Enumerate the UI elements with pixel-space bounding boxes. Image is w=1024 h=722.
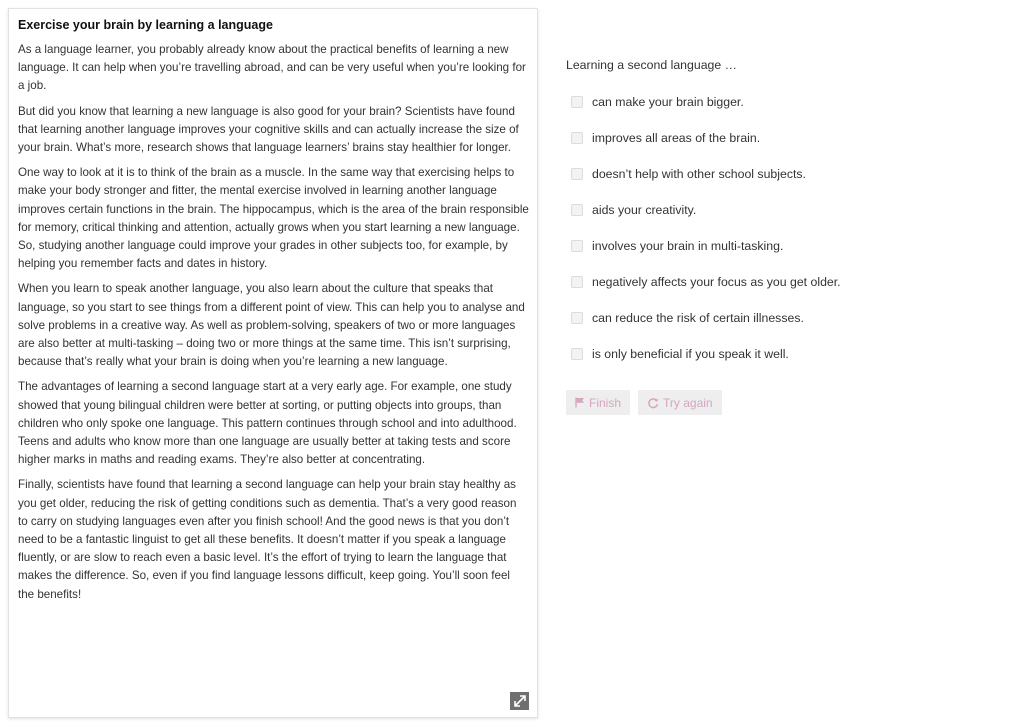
option-checkbox[interactable]	[571, 204, 583, 216]
option-label: involves your brain in multi-tasking.	[592, 239, 784, 253]
option-checkbox[interactable]	[571, 96, 583, 108]
option-label: can reduce the risk of certain illnesses.	[592, 311, 804, 325]
quiz-panel	[566, 58, 1006, 415]
quiz-option[interactable]	[566, 129, 1006, 147]
expand-button[interactable]	[510, 692, 529, 710]
option-label: can make your brain bigger.	[592, 95, 744, 109]
quiz-option[interactable]	[566, 345, 1006, 363]
expand-icon	[514, 695, 526, 707]
try-again-label: Try again	[663, 395, 713, 410]
reading-paragraph: The advantages of learning a second language start at a very early age. For example, one study showed that young bilingual children were better at sorting, or putting objects into groups, than children who only spoke one language. This pattern continues through school and into adulthood. Teens and adults who know more than one language are usually better at taking tests and score higher marks in maths and reading exams. They’re also better at concentrating.	[18, 380, 517, 467]
option-label: doesn’t help with other school subjects.	[592, 167, 806, 181]
reading-paragraph: But did you know that learning a new language is also good for your brain? Scientists have found that learning another language improves your cognitive skills and can actually increase the size of your brain. What’s more, research shows that language learners’ brains stay healthier for longer.	[18, 104, 519, 155]
option-checkbox[interactable]	[571, 168, 583, 180]
option-checkbox[interactable]	[571, 312, 583, 324]
option-label: aids your creativity.	[592, 203, 697, 217]
option-checkbox[interactable]	[571, 240, 583, 252]
reading-paragraph: As a language learner, you probably already know about the practical benefits of learning a new language. It can help when you’re travelling abroad, and can be very useful when you’re looking for a job.	[18, 43, 526, 93]
quiz-prompt: Learning a second language …	[566, 58, 737, 72]
try-again-button[interactable]	[638, 390, 722, 415]
reading-title: Exercise your brain by learning a language	[18, 18, 273, 32]
option-label: improves all areas of the brain.	[592, 131, 761, 145]
option-label: negatively affects your focus as you get older.	[592, 275, 841, 289]
quiz-option[interactable]	[566, 93, 1006, 111]
option-checkbox[interactable]	[571, 132, 583, 144]
reading-paragraph: One way to look at it is to think of the brain as a muscle. In the same way that exercising helps to make your body stronger and fitter, the mental exercise involved in learning another language improves certain functions in the brain. The hippocampus, which is the area of the brain responsible for memory, critical thinking and attention, actually grows when you start learning a new language. So, studying another language could improve your grades in other subjects too, for example, by helping you remember facts and dates in history.	[18, 166, 529, 271]
reading-paragraph: When you learn to speak another language, you also learn about the culture that speaks that language, so you start to see things from a different point of view. This can help you to analyse and solve problems in a creative way. As well as problem-solving, speakers of two or more languages are also better at multi-tasking – doing two or more things at the same time. This isn’t surprising, because that’s really what your brain is doing when you’re learning a new language.	[18, 282, 525, 369]
quiz-actions	[566, 390, 1006, 415]
option-checkbox[interactable]	[571, 348, 583, 360]
refresh-icon	[647, 397, 659, 409]
quiz-option[interactable]	[566, 273, 1006, 291]
finish-label: Finish	[589, 395, 622, 410]
option-checkbox[interactable]	[571, 276, 583, 288]
reading-panel	[8, 8, 538, 718]
quiz-option[interactable]	[566, 165, 1006, 183]
quiz-option[interactable]	[566, 309, 1006, 327]
quiz-option[interactable]	[566, 201, 1006, 219]
reading-paragraph: Finally, scientists have found that learning a second language can help your brain stay healthy as you get older, reducing the risk of getting conditions such as dementia. That’s a very good reason to carry on studying languages even after you finish school! And the good news is that you don’t need to be a fantastic linguist to get all these benefits. It doesn’t matter if you speak a language fluently, or are slow to reach even a basic level. It’s the effort of trying to learn the language that makes the difference. So, even if you find language lessons difficult, keep going. You’ll soon feel the benefits!	[18, 478, 517, 601]
finish-button[interactable]	[566, 390, 630, 415]
option-label: is only beneficial if you speak it well.	[592, 347, 789, 361]
flag-icon	[575, 397, 585, 408]
quiz-option[interactable]	[566, 237, 1006, 255]
